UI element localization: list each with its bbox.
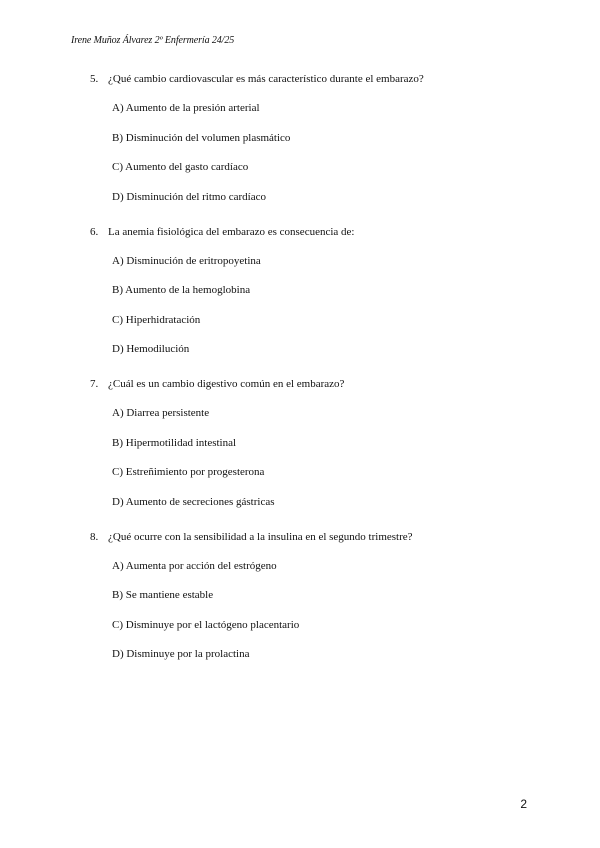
option-b: B) Hipermotilidad intestinal — [112, 436, 237, 449]
option-c: C) Hiperhidratación — [112, 313, 201, 326]
option-b: B) Aumento de la hemoglobina — [112, 284, 251, 296]
question-text: La anemia fisiológica del embarazo es consecuencia de: — [108, 225, 355, 238]
question-number: 7. — [90, 378, 99, 390]
question-5 — [0, 72, 600, 204]
question-7 — [0, 377, 600, 509]
option-list — [0, 406, 600, 509]
option-b: B) Disminución del volumen plasmático — [112, 131, 291, 144]
question-text: ¿Cuál es un cambio digestivo común en el embarazo? — [108, 378, 345, 390]
option-d: D) Disminución del ritmo cardíaco — [112, 190, 266, 203]
question-number: 6. — [90, 225, 99, 238]
option-d: D) Disminuye por la prolactina — [112, 648, 250, 660]
option-d: D) Aumento de secreciones gástricas — [112, 495, 275, 508]
option-list — [0, 101, 600, 204]
option-a: A) Disminución de eritropoyetina — [112, 254, 261, 267]
option-a: A) Aumenta por acción del estrógeno — [112, 559, 277, 572]
option-a: A) Diarrea persistente — [112, 407, 210, 419]
page-header: Irene Muñoz Álvarez 2º Enfermería 24/25 — [71, 35, 235, 46]
option-d: D) Hemodilución — [112, 343, 190, 355]
option-c: C) Aumento del gasto cardíaco — [112, 161, 249, 173]
question-text: ¿Qué ocurre con la sensibilidad a la insulina en el segundo trimestre? — [108, 530, 413, 543]
option-a: A) Aumento de la presión arterial — [112, 102, 260, 114]
question-list — [0, 72, 600, 682]
question-number: 8. — [90, 530, 99, 543]
option-c: C) Disminuye por el lactógeno placentario — [112, 618, 300, 631]
question-number: 5. — [90, 73, 99, 85]
page-number: 2 — [520, 797, 527, 811]
question-text: ¿Qué cambio cardiovascular es más característico durante el embarazo? — [108, 73, 424, 85]
option-list — [0, 254, 600, 357]
option-b: B) Se mantiene estable — [112, 589, 214, 601]
question-6 — [0, 225, 600, 357]
option-list — [0, 559, 600, 662]
option-c: C) Estreñimiento por progesterona — [112, 466, 265, 478]
question-8 — [0, 530, 600, 662]
